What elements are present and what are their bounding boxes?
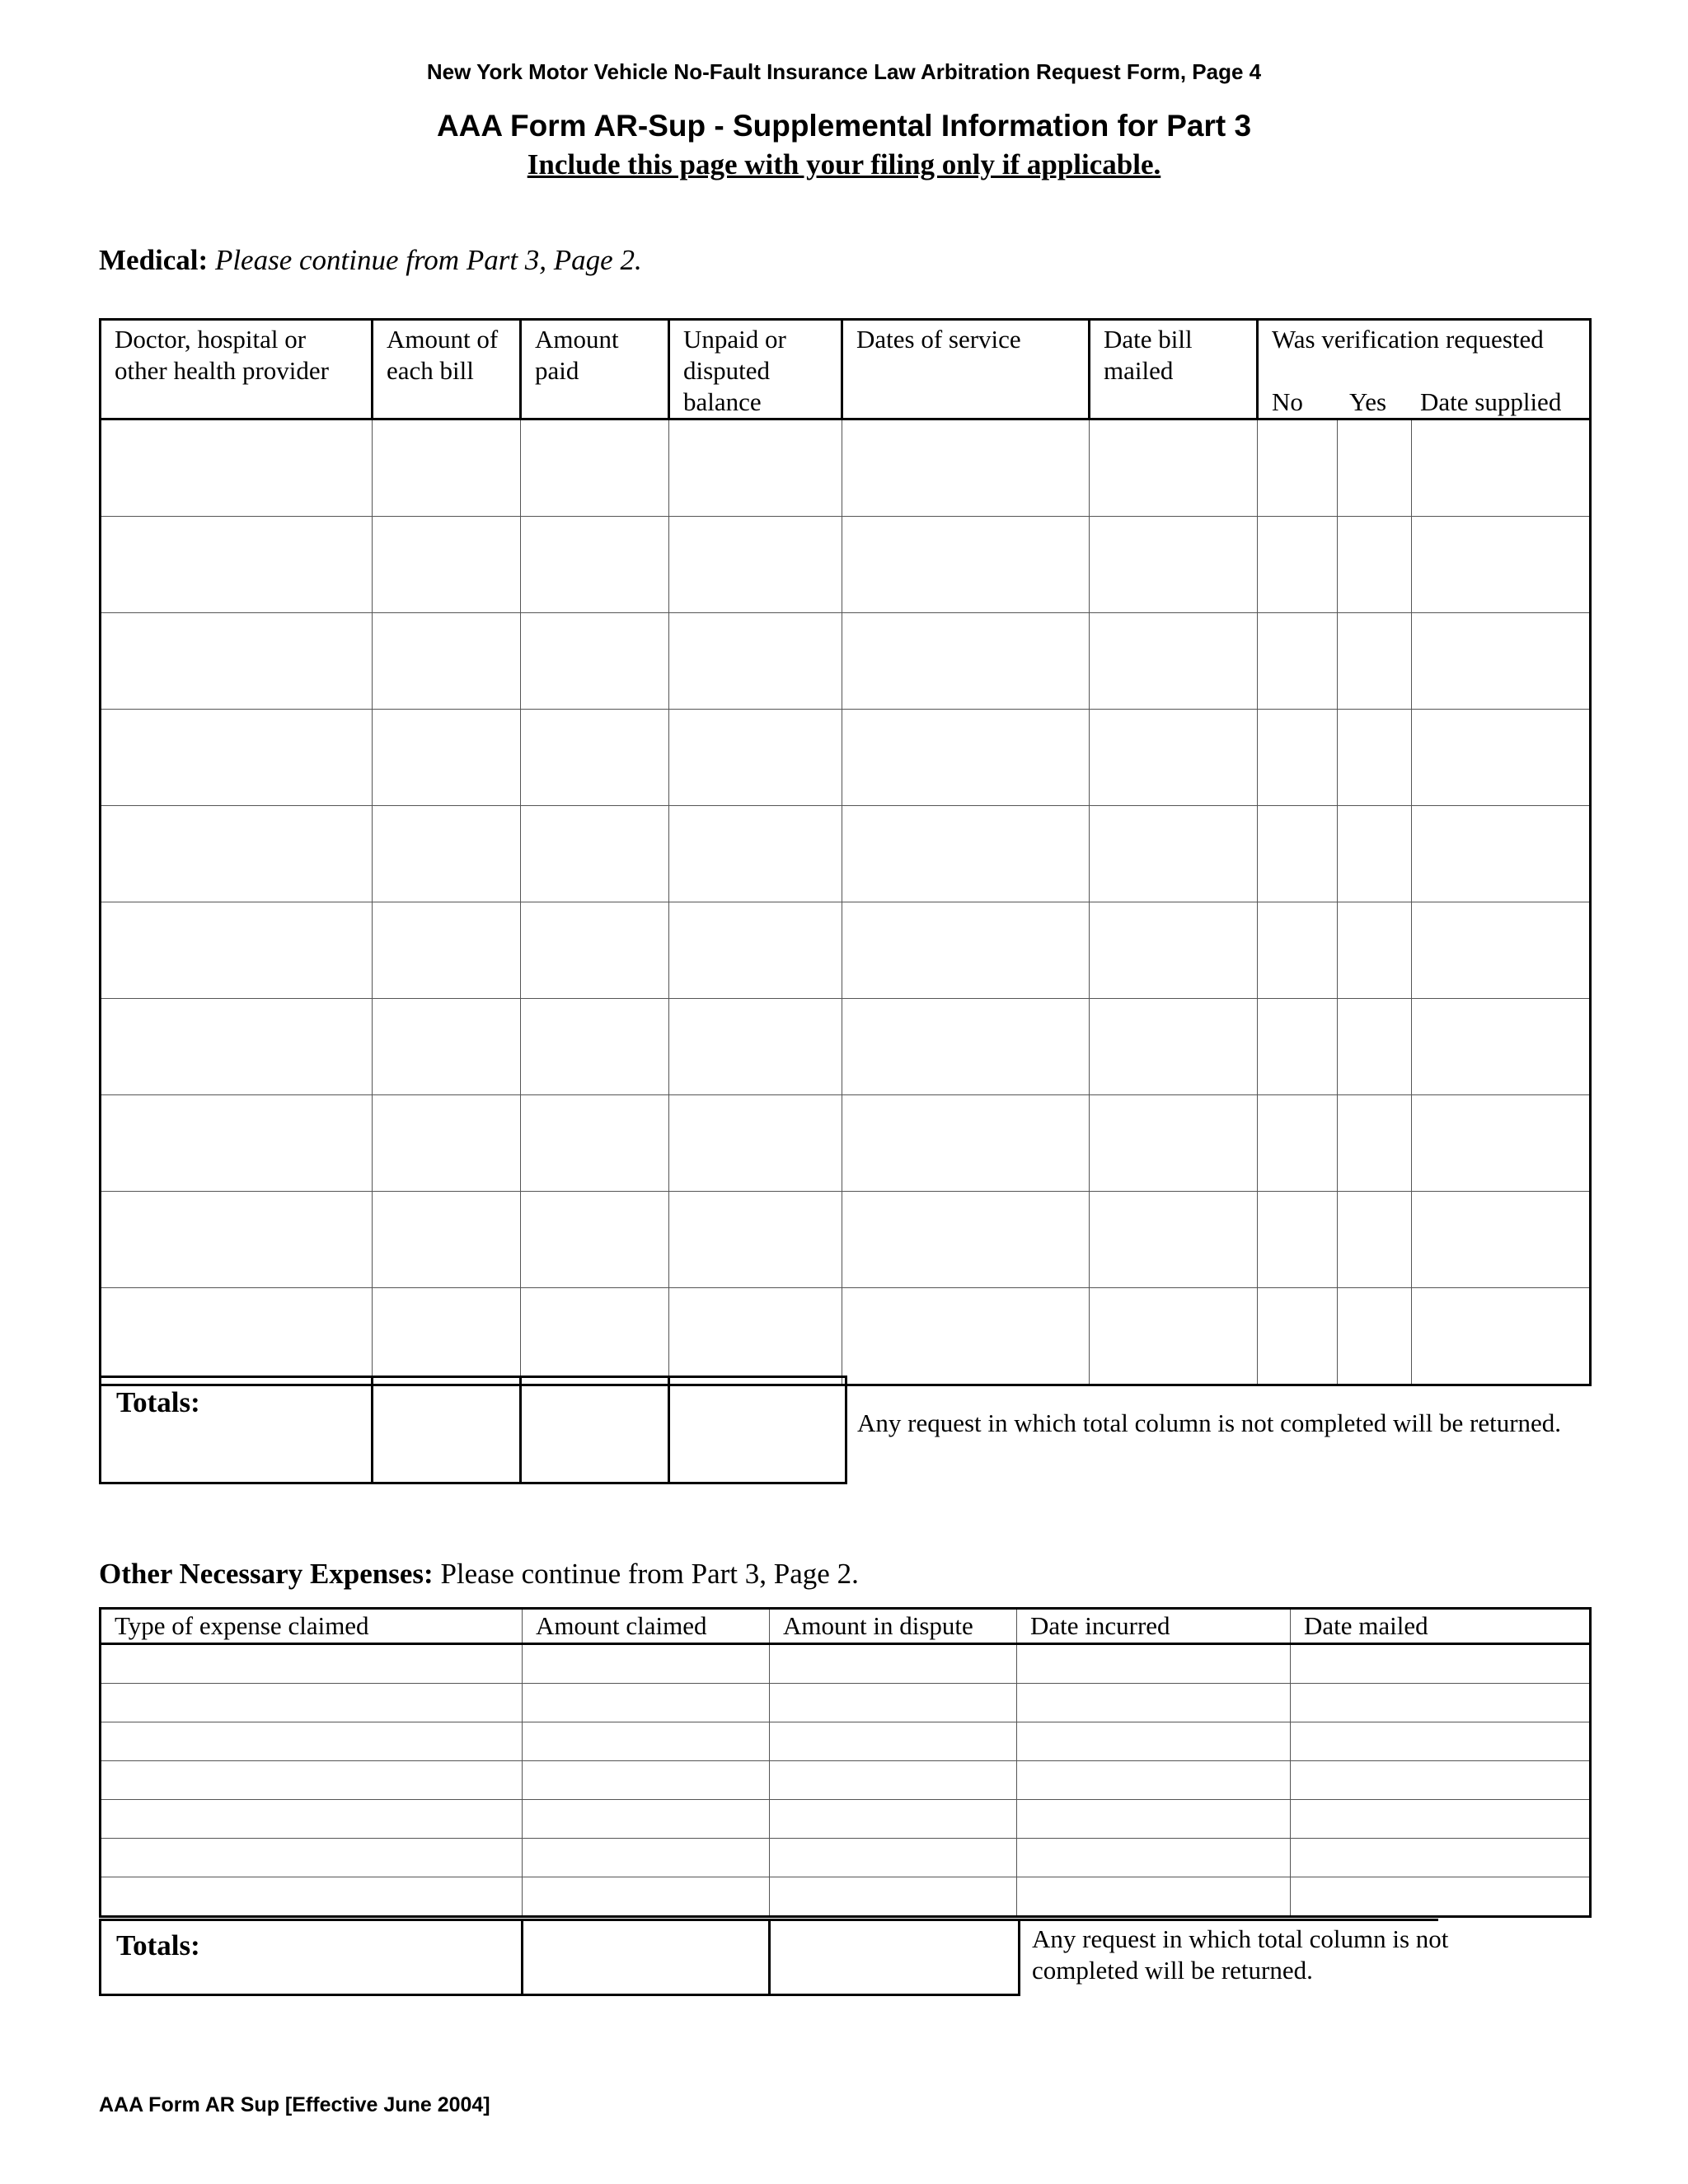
- amount-paid-cell[interactable]: [521, 806, 669, 902]
- dates-service-cell[interactable]: [842, 419, 1090, 517]
- amount-each-cell[interactable]: [373, 613, 521, 710]
- col-amount-in-dispute: Amount in dispute: [770, 1609, 1017, 1644]
- other-row: [101, 1800, 1591, 1839]
- medical-totals-row: [101, 1377, 846, 1483]
- medical-row: [101, 806, 1591, 902]
- amount-claimed-cell[interactable]: [523, 1722, 770, 1761]
- amount-paid-cell[interactable]: [521, 1095, 669, 1192]
- form-title: AAA Form AR-Sup - Supplemental Information for Part 3: [436, 109, 1252, 143]
- dates-service-cell[interactable]: [842, 1095, 1090, 1192]
- unpaid-cell[interactable]: [669, 1095, 842, 1192]
- unpaid-cell[interactable]: [669, 999, 842, 1095]
- date-mailed-cell[interactable]: [1291, 1839, 1591, 1877]
- expense-type-cell[interactable]: [101, 1644, 523, 1684]
- amount-each-cell[interactable]: [373, 999, 521, 1095]
- col-date-incurred: Date incurred: [1017, 1609, 1291, 1644]
- date-supplied-cell[interactable]: [1412, 517, 1591, 613]
- other-row: [101, 1644, 1591, 1684]
- amount-dispute-cell[interactable]: [770, 1761, 1017, 1800]
- form-footer: AAA Form AR Sup [Effective June 2004]: [99, 2093, 490, 2116]
- col-verification-requested: [1258, 320, 1591, 419]
- other-totals-label: Totals:: [101, 1920, 523, 1995]
- amount-paid-cell[interactable]: [521, 517, 669, 613]
- expense-type-cell[interactable]: [101, 1877, 523, 1917]
- expense-type-cell[interactable]: [101, 1800, 523, 1839]
- total-amount-paid-cell[interactable]: [521, 1377, 669, 1483]
- date-supplied-cell[interactable]: [1412, 1095, 1591, 1192]
- date-mailed-cell[interactable]: [1090, 710, 1258, 806]
- other-totals-table: [99, 1919, 1020, 1996]
- other-row: [101, 1722, 1591, 1761]
- provider-cell[interactable]: [101, 1192, 373, 1288]
- provider-cell[interactable]: [101, 613, 373, 710]
- verify-yes-cell[interactable]: [1338, 1288, 1412, 1385]
- date-supplied-cell[interactable]: [1412, 806, 1591, 902]
- dates-service-cell[interactable]: [842, 902, 1090, 999]
- date-incurred-cell[interactable]: [1017, 1761, 1291, 1800]
- dates-service-cell[interactable]: [842, 517, 1090, 613]
- verify-no-cell[interactable]: [1258, 1288, 1338, 1385]
- col-provider: Doctor, hospital or other health provider: [101, 320, 373, 419]
- expense-type-cell[interactable]: [101, 1722, 523, 1761]
- date-incurred-cell[interactable]: [1017, 1722, 1291, 1761]
- verify-yes-cell[interactable]: [1338, 806, 1412, 902]
- medical-section-heading: [99, 244, 642, 277]
- amount-each-cell[interactable]: [373, 1095, 521, 1192]
- other-instruction: Please continue from Part 3, Page 2.: [440, 1558, 859, 1590]
- other-totals-note: Any request in which total column is not completed will be returned.: [1032, 1924, 1449, 1985]
- other-section-heading: [99, 1558, 859, 1591]
- medical-row: [101, 419, 1591, 517]
- medical-row: [101, 1288, 1591, 1385]
- col-amount-paid: Amount paid: [521, 320, 669, 419]
- date-mailed-cell[interactable]: [1291, 1722, 1591, 1761]
- amount-each-cell[interactable]: [373, 1288, 521, 1385]
- medical-instruction: Please continue from Part 3, Page 2.: [214, 244, 642, 276]
- other-row: [101, 1877, 1591, 1917]
- amount-claimed-cell[interactable]: [523, 1644, 770, 1684]
- other-totals-row: [101, 1920, 1020, 1995]
- date-mailed-cell[interactable]: [1090, 1192, 1258, 1288]
- date-supplied-cell[interactable]: [1412, 999, 1591, 1095]
- date-incurred-cell[interactable]: [1017, 1684, 1291, 1722]
- col-unpaid-balance: Unpaid or disputed balance: [669, 320, 842, 419]
- other-row: [101, 1684, 1591, 1722]
- medical-row: [101, 710, 1591, 806]
- unpaid-cell[interactable]: [669, 1288, 842, 1385]
- other-row: [101, 1839, 1591, 1877]
- expense-type-cell[interactable]: [101, 1761, 523, 1800]
- verify-no-cell[interactable]: [1258, 1192, 1338, 1288]
- medical-table: [99, 318, 1592, 1386]
- col-date-mailed: Date mailed: [1291, 1609, 1591, 1644]
- amount-each-cell[interactable]: [373, 806, 521, 902]
- verify-no-cell[interactable]: [1258, 517, 1338, 613]
- medical-totals-table: [99, 1376, 847, 1484]
- date-supplied-cell[interactable]: [1412, 1288, 1591, 1385]
- amount-paid-cell[interactable]: [521, 1288, 669, 1385]
- amount-claimed-cell[interactable]: [523, 1684, 770, 1722]
- amount-claimed-cell[interactable]: [523, 1800, 770, 1839]
- verify-yes-cell[interactable]: [1338, 902, 1412, 999]
- verification-title: Was verification requested: [1272, 325, 1544, 354]
- date-supplied-cell[interactable]: [1412, 613, 1591, 710]
- total-amount-dispute-cell[interactable]: [770, 1920, 1020, 1995]
- verify-no-cell[interactable]: [1258, 806, 1338, 902]
- verify-yes-cell[interactable]: [1338, 1095, 1412, 1192]
- dates-service-cell[interactable]: [842, 1192, 1090, 1288]
- amount-each-cell[interactable]: [373, 1192, 521, 1288]
- date-mailed-cell[interactable]: [1090, 902, 1258, 999]
- total-unpaid-cell[interactable]: [669, 1377, 846, 1483]
- amount-claimed-cell[interactable]: [523, 1839, 770, 1877]
- amount-dispute-cell[interactable]: [770, 1839, 1017, 1877]
- date-incurred-cell[interactable]: [1017, 1644, 1291, 1684]
- verify-no-cell[interactable]: [1258, 613, 1338, 710]
- amount-paid-cell[interactable]: [521, 710, 669, 806]
- verify-yes-cell[interactable]: [1338, 419, 1412, 517]
- amount-each-cell[interactable]: [373, 517, 521, 613]
- medical-row: [101, 1192, 1591, 1288]
- medical-row: [101, 613, 1591, 710]
- unpaid-cell[interactable]: [669, 419, 842, 517]
- verify-no-cell[interactable]: [1258, 710, 1338, 806]
- provider-cell[interactable]: [101, 806, 373, 902]
- medical-label: Medical:: [99, 244, 209, 276]
- dates-service-cell[interactable]: [842, 999, 1090, 1095]
- verify-yes-cell[interactable]: [1338, 613, 1412, 710]
- amount-dispute-cell[interactable]: [770, 1800, 1017, 1839]
- provider-cell[interactable]: [101, 902, 373, 999]
- col-date-bill-mailed: Date bill mailed: [1090, 320, 1258, 419]
- verify-no-cell[interactable]: [1258, 419, 1338, 517]
- col-amount-claimed: Amount claimed: [523, 1609, 770, 1644]
- date-supplied-cell[interactable]: [1412, 902, 1591, 999]
- date-mailed-cell[interactable]: [1090, 1095, 1258, 1192]
- date-mailed-cell[interactable]: [1291, 1877, 1591, 1917]
- medical-row: [101, 999, 1591, 1095]
- verify-no-cell[interactable]: [1258, 1095, 1338, 1192]
- verification-date-supplied: Date supplied: [1420, 387, 1562, 416]
- date-supplied-cell[interactable]: [1412, 419, 1591, 517]
- date-supplied-cell[interactable]: [1412, 1192, 1591, 1288]
- totals-divider: [1018, 1919, 1438, 1921]
- page-header: New York Motor Vehicle No-Fault Insurance Law Arbitration Request Form, Page 4: [426, 59, 1262, 84]
- provider-cell[interactable]: [101, 517, 373, 613]
- provider-cell[interactable]: [101, 419, 373, 517]
- unpaid-cell[interactable]: [669, 1192, 842, 1288]
- amount-paid-cell[interactable]: [521, 902, 669, 999]
- unpaid-cell[interactable]: [669, 902, 842, 999]
- dates-service-cell[interactable]: [842, 806, 1090, 902]
- provider-cell[interactable]: [101, 999, 373, 1095]
- other-header-row: [101, 1609, 1591, 1644]
- date-mailed-cell[interactable]: [1291, 1800, 1591, 1839]
- amount-each-cell[interactable]: [373, 710, 521, 806]
- medical-row: [101, 902, 1591, 999]
- provider-cell[interactable]: [101, 710, 373, 806]
- amount-claimed-cell[interactable]: [523, 1761, 770, 1800]
- amount-paid-cell[interactable]: [521, 419, 669, 517]
- verify-yes-cell[interactable]: [1338, 1192, 1412, 1288]
- date-mailed-cell[interactable]: [1090, 806, 1258, 902]
- amount-paid-cell[interactable]: [521, 999, 669, 1095]
- dates-service-cell[interactable]: [842, 613, 1090, 710]
- verify-no-cell[interactable]: [1258, 999, 1338, 1095]
- amount-each-cell[interactable]: [373, 902, 521, 999]
- date-incurred-cell[interactable]: [1017, 1800, 1291, 1839]
- medical-header-row: [101, 320, 1591, 419]
- date-mailed-cell[interactable]: [1291, 1684, 1591, 1722]
- dates-service-cell[interactable]: [842, 710, 1090, 806]
- col-dates-of-service: Dates of service: [842, 320, 1090, 419]
- verification-yes: Yes: [1349, 387, 1387, 416]
- date-mailed-cell[interactable]: [1090, 517, 1258, 613]
- date-mailed-cell[interactable]: [1090, 613, 1258, 710]
- verify-yes-cell[interactable]: [1338, 517, 1412, 613]
- unpaid-cell[interactable]: [669, 710, 842, 806]
- amount-paid-cell[interactable]: [521, 1192, 669, 1288]
- amount-claimed-cell[interactable]: [523, 1877, 770, 1917]
- expense-type-cell[interactable]: [101, 1684, 523, 1722]
- dates-service-cell[interactable]: [842, 1288, 1090, 1385]
- verify-yes-cell[interactable]: [1338, 999, 1412, 1095]
- unpaid-cell[interactable]: [669, 517, 842, 613]
- expense-type-cell[interactable]: [101, 1839, 523, 1877]
- verify-no-cell[interactable]: [1258, 902, 1338, 999]
- amount-dispute-cell[interactable]: [770, 1644, 1017, 1684]
- provider-cell[interactable]: [101, 1095, 373, 1192]
- date-mailed-cell[interactable]: [1090, 1288, 1258, 1385]
- provider-cell[interactable]: [101, 1288, 373, 1385]
- amount-dispute-cell[interactable]: [770, 1722, 1017, 1761]
- verification-no: No: [1272, 387, 1303, 416]
- other-expenses-table: [99, 1607, 1592, 1918]
- medical-totals-label: Totals:: [101, 1377, 373, 1483]
- form-subtitle: Include this page with your filing only if applicable.: [527, 148, 1161, 180]
- unpaid-cell[interactable]: [669, 613, 842, 710]
- col-type-of-expense: Type of expense claimed: [101, 1609, 523, 1644]
- date-incurred-cell[interactable]: [1017, 1877, 1291, 1917]
- amount-dispute-cell[interactable]: [770, 1684, 1017, 1722]
- other-label: Other Necessary Expenses:: [99, 1558, 434, 1590]
- amount-each-cell[interactable]: [373, 419, 521, 517]
- other-row: [101, 1761, 1591, 1800]
- medical-row: [101, 1095, 1591, 1192]
- amount-paid-cell[interactable]: [521, 613, 669, 710]
- unpaid-cell[interactable]: [669, 806, 842, 902]
- medical-row: [101, 517, 1591, 613]
- col-amount-each-bill: Amount of each bill: [373, 320, 521, 419]
- amount-dispute-cell[interactable]: [770, 1877, 1017, 1917]
- verify-yes-cell[interactable]: [1338, 710, 1412, 806]
- date-mailed-cell[interactable]: [1090, 419, 1258, 517]
- medical-totals-note: Any request in which total column is not completed will be returned.: [857, 1408, 1562, 1437]
- date-supplied-cell[interactable]: [1412, 710, 1591, 806]
- total-amount-claimed-cell[interactable]: [523, 1920, 770, 1995]
- total-amount-each-cell[interactable]: [373, 1377, 521, 1483]
- date-mailed-cell[interactable]: [1291, 1644, 1591, 1684]
- date-incurred-cell[interactable]: [1017, 1839, 1291, 1877]
- date-mailed-cell[interactable]: [1090, 999, 1258, 1095]
- date-mailed-cell[interactable]: [1291, 1761, 1591, 1800]
